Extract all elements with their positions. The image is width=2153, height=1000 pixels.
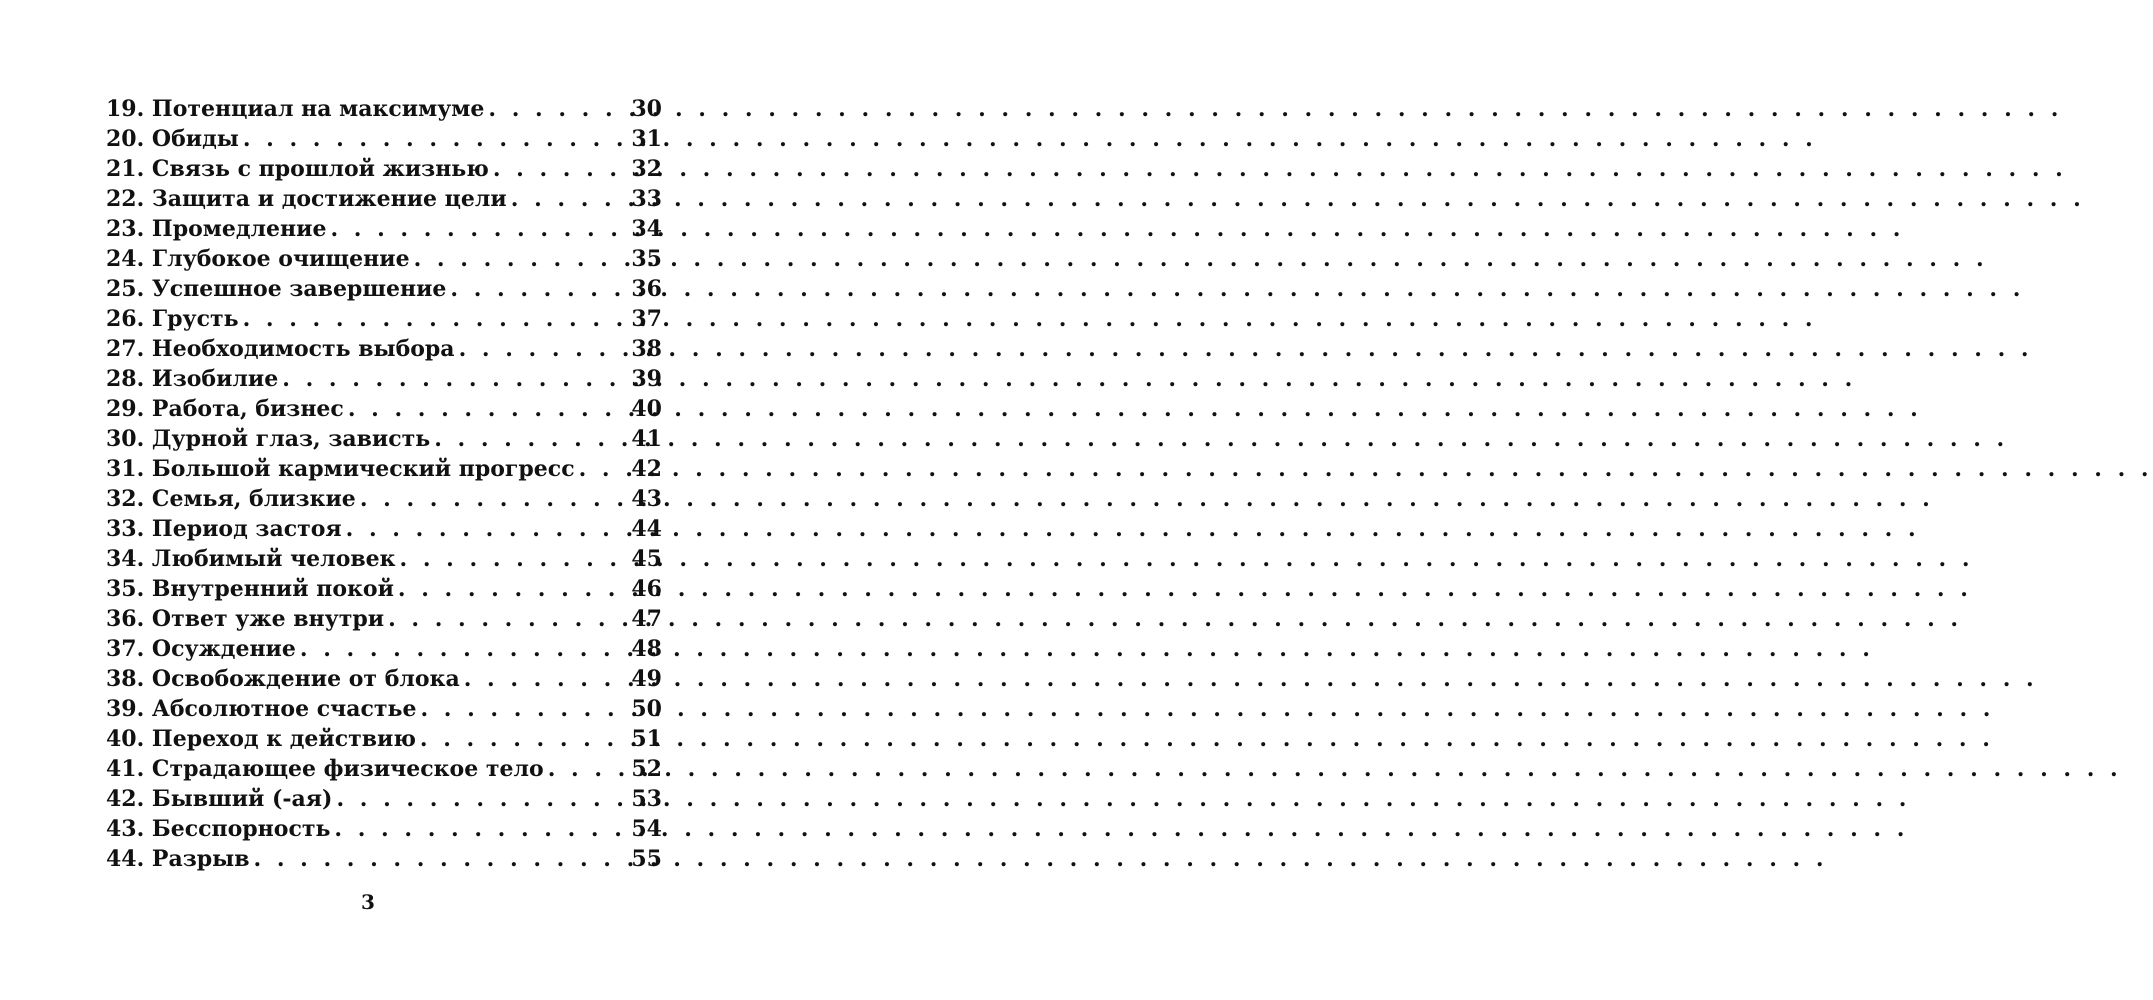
toc-entry [106, 484, 662, 514]
toc-entry-page: 50 [631, 696, 662, 722]
toc-dot-leader [300, 634, 622, 664]
toc-entry [106, 424, 662, 454]
toc-entry-title: 22. Защита и достижение цели [106, 186, 507, 212]
toc-entry-title: 44. Разрыв [106, 846, 250, 872]
toc-dot-leader [493, 154, 622, 184]
toc-entry-page: 44 [631, 516, 662, 542]
toc-entry [106, 154, 662, 184]
toc-entry-page: 52 [631, 756, 662, 782]
toc-entry [106, 574, 662, 604]
toc-dot-leader [398, 574, 622, 604]
toc-dot-leader [488, 94, 622, 124]
toc-entry [106, 274, 662, 304]
toc-entry-page: 39 [631, 366, 662, 392]
toc-entry-page: 45 [631, 546, 662, 572]
toc-entry-title: 26. Грусть [106, 306, 239, 332]
toc-entry-page: 33 [631, 186, 662, 212]
toc-entry-page: 49 [631, 666, 662, 692]
toc-entry-title: 28. Изобилие [106, 366, 279, 392]
toc-dot-leader [434, 424, 622, 454]
toc-entry-page: 48 [631, 636, 662, 662]
toc-entry-page: 30 [631, 96, 662, 122]
toc-entry-page: 55 [631, 846, 662, 872]
toc-entry-page: 40 [631, 396, 662, 422]
toc-dot-leader [450, 274, 622, 304]
toc-entry-page: 32 [631, 156, 662, 182]
toc-entry [106, 604, 662, 634]
toc-entry-title: 30. Дурной глаз, зависть [106, 426, 431, 452]
toc-entry [106, 694, 662, 724]
toc-dot-leader [548, 754, 622, 784]
toc-entry [106, 664, 662, 694]
toc-entry [106, 454, 662, 484]
toc-dot-leader [400, 544, 622, 574]
toc-entry-title: 40. Переход к действию [106, 726, 416, 752]
toc-entry-page: 43 [631, 486, 662, 512]
toc-entry-page: 47 [631, 606, 662, 632]
toc-dot-leader [579, 454, 622, 484]
toc-entry-page: 38 [631, 336, 662, 362]
toc-dot-leader [334, 814, 622, 844]
toc-dot-leader [511, 184, 622, 214]
toc-dot-leader [330, 214, 622, 244]
toc-dot-leader [360, 484, 622, 514]
toc-entry-page: 37 [631, 306, 662, 332]
toc-dot-leader [243, 304, 622, 334]
toc-entry [106, 724, 662, 754]
toc-entry-title: 24. Глубокое очищение [106, 246, 410, 272]
toc-entry-title: 35. Внутренний покой [106, 576, 394, 602]
toc-entry-page: 35 [631, 246, 662, 272]
toc-dot-leader [388, 604, 622, 634]
toc-entry-title: 27. Необходимость выбора [106, 336, 455, 362]
toc-entry-title: 33. Период застоя [106, 516, 342, 542]
toc-entry-title: 43. Бесспорность [106, 816, 331, 842]
toc-entry [106, 214, 662, 244]
toc-dot-leader [282, 364, 622, 394]
toc-entry-title: 37. Осуждение [106, 636, 296, 662]
toc-entry-page: 42 [631, 456, 662, 482]
toc-entry-title: 34. Любимый человек [106, 546, 396, 572]
toc-entry-title: 19. Потенциал на максимуме [106, 96, 485, 122]
toc-entry [106, 244, 662, 274]
toc-dot-leader [254, 844, 623, 874]
toc-entry [106, 514, 662, 544]
toc-entry [106, 124, 662, 154]
toc-dot-leader [414, 244, 622, 274]
toc-entry-page: 34 [631, 216, 662, 242]
toc-dot-leader [243, 124, 622, 154]
toc-entry [106, 94, 662, 124]
toc-entry [106, 184, 662, 214]
toc-entry-title: 23. Промедление [106, 216, 327, 242]
toc-entry-page: 36 [631, 276, 662, 302]
toc-entry-page: 46 [631, 576, 662, 602]
toc-entry-page: 53 [631, 786, 662, 812]
toc-entry-title: 25. Успешное завершение [106, 276, 447, 302]
toc-entry-title: 41. Страдающее физическое тело [106, 756, 544, 782]
toc-entry [106, 844, 662, 874]
toc-dot-leader [459, 334, 622, 364]
toc-entry-title: 42. Бывший (-ая) [106, 786, 333, 812]
toc-entry [106, 334, 662, 364]
toc-entry-title: 32. Семья, близкие [106, 486, 356, 512]
page-number: 3 [361, 890, 375, 914]
toc-entry-page: 51 [631, 726, 662, 752]
toc-entry [106, 814, 662, 844]
toc-dot-leader [336, 784, 622, 814]
toc-entry [106, 394, 662, 424]
toc-dot-leader [348, 394, 622, 424]
toc-entry-page: 41 [631, 426, 662, 452]
toc-dot-leader [346, 514, 622, 544]
table-of-contents [106, 94, 662, 874]
toc-dot-leader [420, 694, 622, 724]
toc-entry-page: 31 [631, 126, 662, 152]
toc-entry [106, 634, 662, 664]
toc-entry [106, 784, 662, 814]
toc-entry-title: 29. Работа, бизнес [106, 396, 344, 422]
toc-entry-title: 36. Ответ уже внутри [106, 606, 385, 632]
toc-entry [106, 304, 662, 334]
toc-entry-title: 21. Связь с прошлой жизнью [106, 156, 489, 182]
toc-entry-title: 38. Освобождение от блока [106, 666, 460, 692]
toc-entry-title: 39. Абсолютное счастье [106, 696, 417, 722]
toc-entry [106, 754, 662, 784]
toc-entry [106, 364, 662, 394]
toc-entry [106, 544, 662, 574]
toc-dot-leader [464, 664, 622, 694]
toc-dot-leader [420, 724, 622, 754]
toc-entry-title: 20. Обиды [106, 126, 239, 152]
toc-entry-title: 31. Большой кармический прогресс [106, 456, 575, 482]
toc-entry-page: 54 [631, 816, 662, 842]
